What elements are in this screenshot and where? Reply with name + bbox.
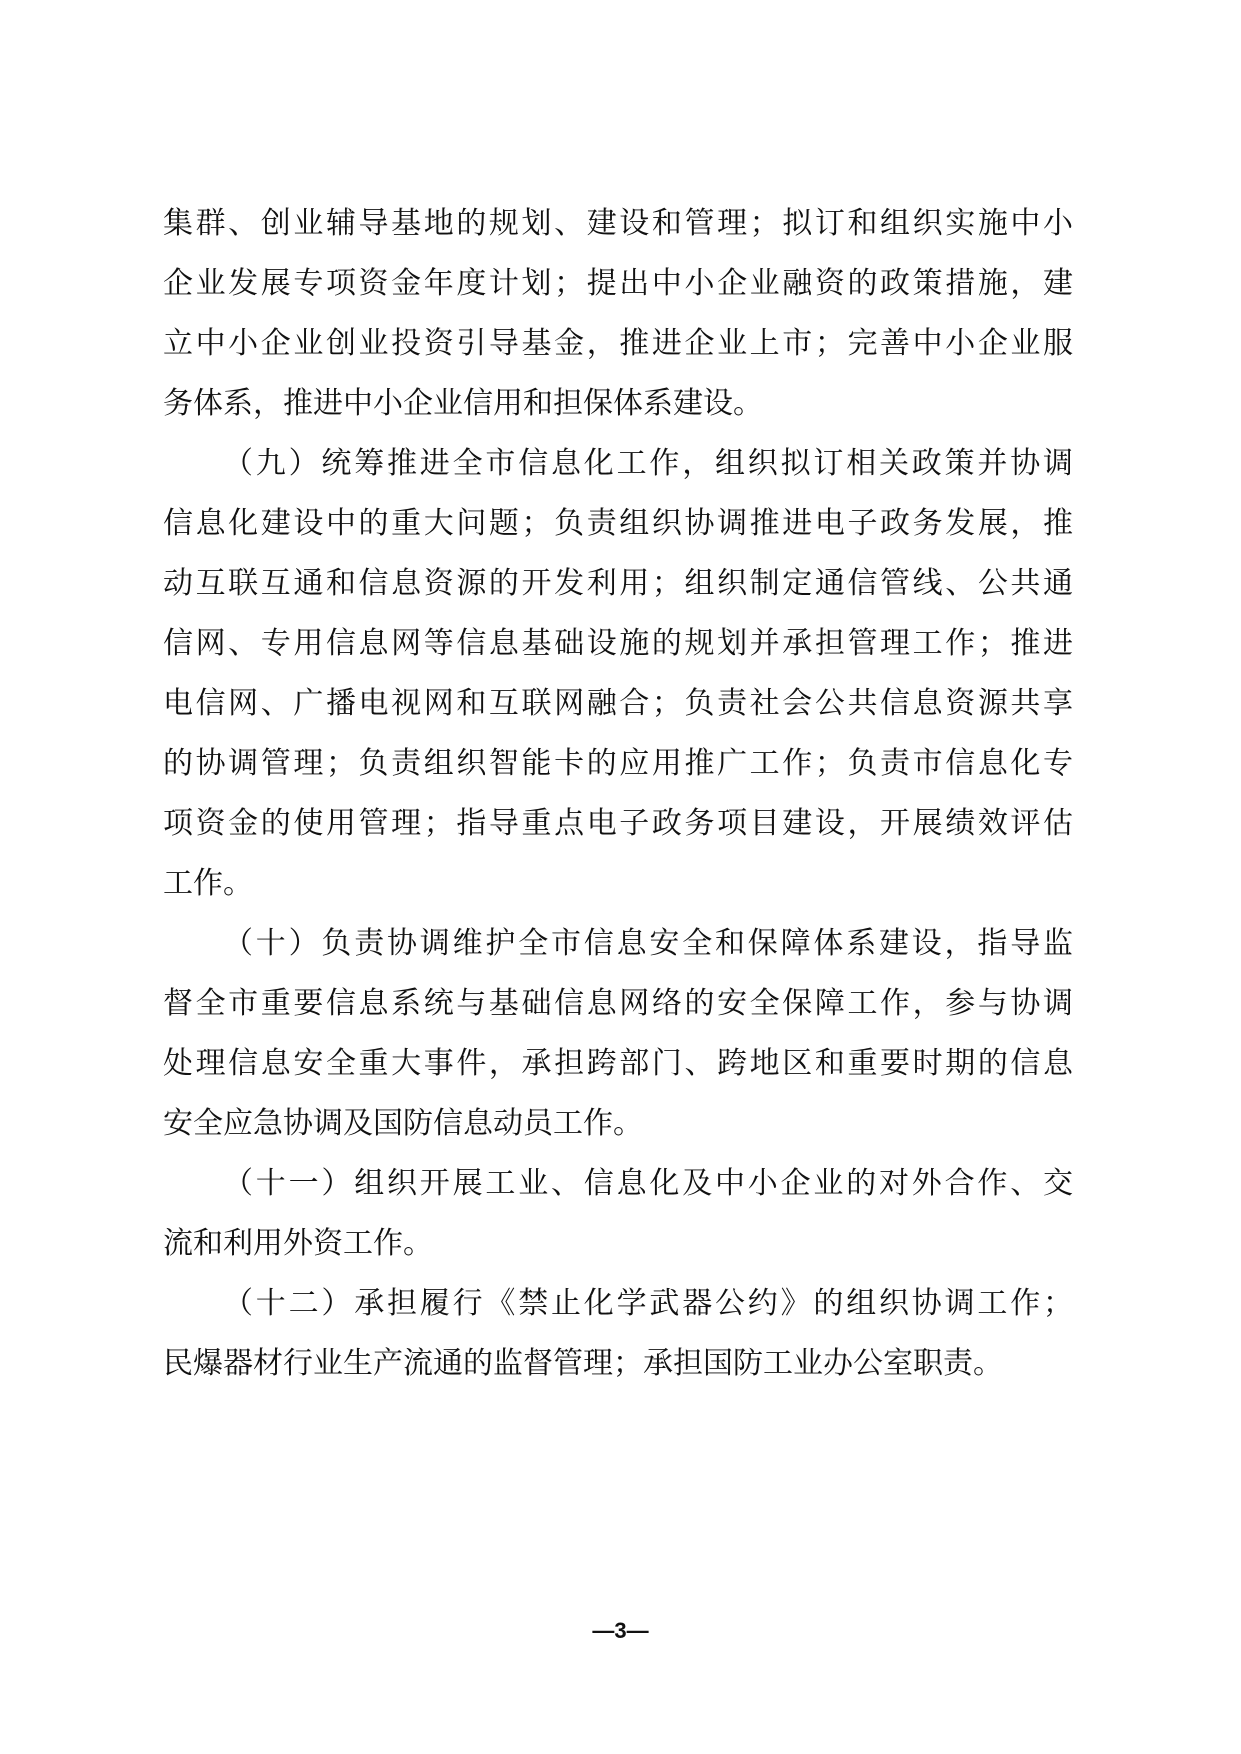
paragraph-item-9 [163,434,1073,914]
text-line: 信息化建设中的重大问题；负责组织协调推进电子政务发展，推 [163,506,1073,541]
text-line: 电信网、广播电视网和互联网融合；负责社会公共信息资源共享 [163,686,1073,721]
paragraph-item-10 [163,914,1073,1154]
text-line: （十二）承担履行《禁止化学武器公约》的组织协调工作； [223,1286,1073,1321]
text-line: 安全应急协调及国防信息动员工作。 [163,1106,643,1141]
text-line: 工作。 [163,866,253,901]
text-line: 信网、专用信息网等信息基础设施的规划并承担管理工作；推进 [163,626,1073,661]
text-line: 的协调管理；负责组织智能卡的应用推广工作；负责市信息化专 [163,746,1073,781]
text-line: 项资金的使用管理；指导重点电子政务项目建设，开展绩效评估 [163,806,1073,841]
text-line: 流和利用外资工作。 [163,1226,433,1261]
text-line: 处理信息安全重大事件，承担跨部门、跨地区和重要时期的信息 [163,1046,1073,1081]
paragraph-item-11 [163,1154,1073,1274]
text-line: 民爆器材行业生产流通的监督管理；承担国防工业办公室职责。 [163,1346,1003,1381]
page-number: —3— [592,1618,649,1643]
text-line: 立中小企业创业投资引导基金，推进企业上市；完善中小企业服 [163,326,1073,361]
document-body [163,194,1073,1394]
text-line: 企业发展专项资金年度计划；提出中小企业融资的政策措施，建 [163,266,1073,301]
text-line: （十一）组织开展工业、信息化及中小企业的对外合作、交 [223,1166,1073,1201]
text-line: 务体系，推进中小企业信用和担保体系建设。 [163,386,763,421]
text-line: （九）统筹推进全市信息化工作，组织拟订相关政策并协调 [223,446,1073,481]
paragraph-continuation [163,194,1073,434]
text-line: 督全市重要信息系统与基础信息网络的安全保障工作，参与协调 [163,986,1073,1021]
text-line: 集群、创业辅导基地的规划、建设和管理；拟订和组织实施中小 [163,206,1073,241]
paragraph-item-12 [163,1274,1073,1394]
text-line: 动互联互通和信息资源的开发利用；组织制定通信管线、公共通 [163,566,1073,601]
text-line: （十）负责协调维护全市信息安全和保障体系建设，指导监 [223,926,1073,961]
